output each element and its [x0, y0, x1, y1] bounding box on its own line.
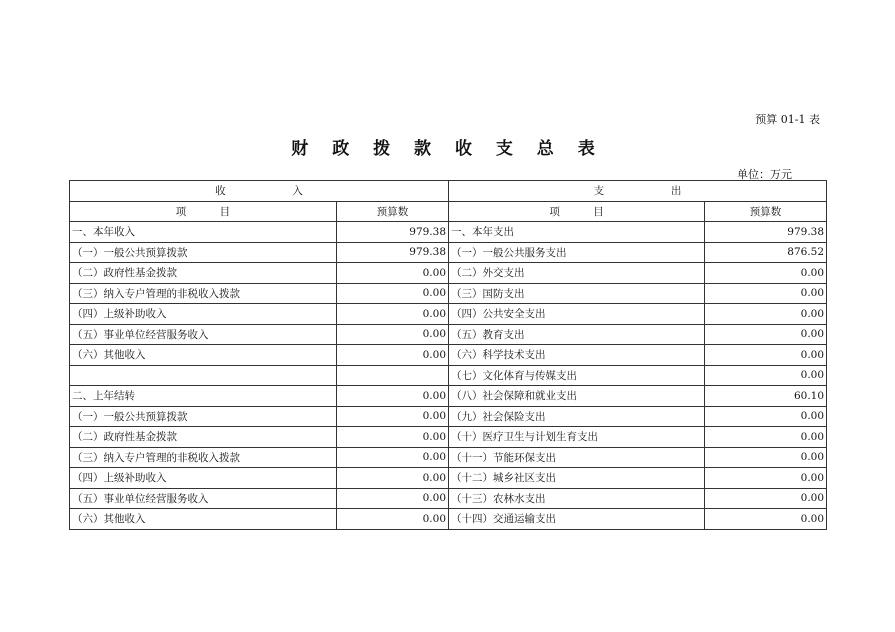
expense-budget-value: 0.00: [705, 488, 827, 509]
expense-item: （十四）交通运输支出: [449, 509, 705, 530]
expense-item: （三）国防支出: [449, 283, 705, 304]
income-item: （一）一般公共预算拨款: [70, 242, 337, 263]
expense-item: （十）医疗卫生与计划生育支出: [449, 427, 705, 448]
income-budget-value: [337, 365, 449, 386]
expense-group-header: 支 出: [449, 181, 827, 202]
expense-item: （一）一般公共服务支出: [449, 242, 705, 263]
income-item-header: 项 目: [70, 201, 337, 222]
expense-item: （八）社会保障和就业支出: [449, 386, 705, 407]
expense-budget-value: 0.00: [705, 304, 827, 325]
expense-item: 一、本年支出: [449, 222, 705, 243]
form-code: 预算 01-1 表: [755, 113, 820, 126]
income-budget-value: 0.00: [337, 324, 449, 345]
expense-budget-value: 0.00: [705, 447, 827, 468]
table-row: [70, 283, 827, 304]
expense-budget-value: 0.00: [705, 324, 827, 345]
income-item: （二）政府性基金拨款: [70, 427, 337, 448]
table-row: [70, 324, 827, 345]
page-title: 财 政 拨 款 收 支 总 表: [291, 139, 604, 159]
expense-budget-value: 0.00: [705, 283, 827, 304]
expense-item: （十三）农林水支出: [449, 488, 705, 509]
income-budget-value: 0.00: [337, 509, 449, 530]
income-budget-value: 0.00: [337, 427, 449, 448]
expense-item: （六）科学技术支出: [449, 345, 705, 366]
income-budget-value: 0.00: [337, 447, 449, 468]
income-item: （五）事业单位经营服务收入: [70, 324, 337, 345]
column-header-row: [70, 201, 827, 222]
income-budget-value: 0.00: [337, 386, 449, 407]
expense-budget-value: 0.00: [705, 263, 827, 284]
expense-budget-value: 60.10: [705, 386, 827, 407]
expense-budget-value: 0.00: [705, 406, 827, 427]
expense-item: （二）外交支出: [449, 263, 705, 284]
table-row: [70, 242, 827, 263]
table-row: [70, 509, 827, 530]
expense-item: （四）公共安全支出: [449, 304, 705, 325]
unit-label: 单位：万元: [737, 168, 792, 181]
income-item: （一）一般公共预算拨款: [70, 406, 337, 427]
group-header-row: [70, 181, 827, 202]
expense-budget-value: 0.00: [705, 365, 827, 386]
income-item: （三）纳入专户管理的非税收入拨款: [70, 447, 337, 468]
expense-budget-value: 0.00: [705, 427, 827, 448]
table-row: [70, 468, 827, 489]
table-row: [70, 365, 827, 386]
table-row: [70, 263, 827, 284]
income-budget-value: 0.00: [337, 345, 449, 366]
income-item: （六）其他收入: [70, 509, 337, 530]
table-row: [70, 488, 827, 509]
income-item: （四）上级补助收入: [70, 468, 337, 489]
income-budget-value: 0.00: [337, 488, 449, 509]
table-row: [70, 222, 827, 243]
income-item: 二、上年结转: [70, 386, 337, 407]
income-budget-value: 0.00: [337, 406, 449, 427]
income-budget-value: 979.38: [337, 222, 449, 243]
income-item: （六）其他收入: [70, 345, 337, 366]
table-row: [70, 386, 827, 407]
expense-item: （七）文化体育与传媒支出: [449, 365, 705, 386]
expense-item-header: 项 目: [449, 201, 705, 222]
income-item: （二）政府性基金拨款: [70, 263, 337, 284]
expense-budget-value: 876.52: [705, 242, 827, 263]
income-item: 一、本年收入: [70, 222, 337, 243]
income-budget-value: 0.00: [337, 263, 449, 284]
table-row: [70, 447, 827, 468]
income-budget-value: 979.38: [337, 242, 449, 263]
income-item: [70, 365, 337, 386]
income-item: （五）事业单位经营服务收入: [70, 488, 337, 509]
expense-budget-value: 0.00: [705, 345, 827, 366]
table-row: [70, 304, 827, 325]
expense-item: （十二）城乡社区支出: [449, 468, 705, 489]
expense-item: （九）社会保险支出: [449, 406, 705, 427]
income-budget-value: 0.00: [337, 283, 449, 304]
expense-budget-value: 0.00: [705, 509, 827, 530]
table-row: [70, 406, 827, 427]
budget-table: [69, 180, 827, 530]
expense-budget-value: 0.00: [705, 468, 827, 489]
expense-budget-value: 979.38: [705, 222, 827, 243]
expense-item: （五）教育支出: [449, 324, 705, 345]
income-budget-value: 0.00: [337, 468, 449, 489]
table-row: [70, 427, 827, 448]
income-budget-header: 预算数: [337, 201, 449, 222]
expense-budget-header: 预算数: [705, 201, 827, 222]
expense-item: （十一）节能环保支出: [449, 447, 705, 468]
table-row: [70, 345, 827, 366]
income-group-header: 收 入: [70, 181, 449, 202]
income-item: （四）上级补助收入: [70, 304, 337, 325]
income-item: （三）纳入专户管理的非税收入拨款: [70, 283, 337, 304]
income-budget-value: 0.00: [337, 304, 449, 325]
